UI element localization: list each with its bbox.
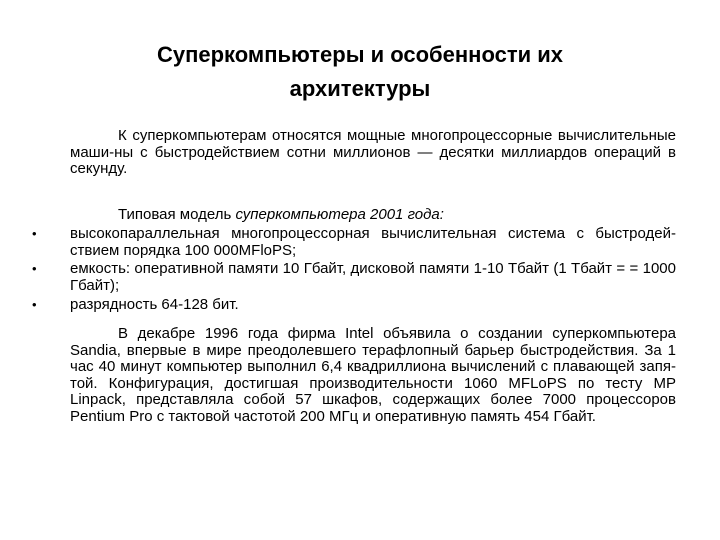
model-heading-italic: суперкомпьютера 2001 года: [235,206,444,223]
history-paragraph [70,326,676,425]
bullet-dot-icon: • [32,261,37,276]
bullet-item-text: высокопараллельная многопроцессорная вычислительная система с быстродей-ствием порядка 100 000MFloPS; [70,225,676,259]
slide-title-line-1: Суперкомпьютеры и особенности их [156,42,564,67]
model-heading [70,207,676,224]
model-heading-lead: Типовая модель [118,206,236,223]
slide-title-line-2: архитектуры [289,76,431,101]
bullet-dot-icon: • [32,297,37,312]
model-heading-text [70,207,676,224]
bullet-item [32,296,676,314]
bullet-item [32,260,676,294]
intro-paragraph [70,128,676,178]
history-paragraph-text: В декабре 1996 года фирма Intel объявила о создании суперкомпьютера Sandia, впервые в мире преодолевшего терафлопный барьер быстродействия. За 1 час 40 минут компьютер выполнил 6,4 квадриллиона вычислений с плавающей запя-той. Конфигурация, достигшая производительности 1060 MFLoPS по тесту MP Linpack, представляла собой 57 шкафов, содержащих более 7000 процессоров Pentium Pro с тактовой частотой 200 МГц и оперативную память 454 Гбайт. [70,325,676,425]
bullet-item-text: разрядность 64-128 бит. [70,296,239,313]
bullet-item [32,225,676,259]
bullet-dot-icon: • [32,226,37,241]
bullet-item-text: емкость: оперативной памяти 10 Гбайт, дисковой памяти 1-10 Тбайт (1 Тбайт = = 1000 Гбайт); [70,260,676,294]
intro-paragraph-text: К суперкомпьютерам относятся мощные многопроцессорные вычислительные маши-ны с быстродействием сотни миллионов — десятки миллиардов операций в секунду. [70,127,676,177]
spec-bullet-list [0,226,720,314]
slide-title [60,38,660,106]
